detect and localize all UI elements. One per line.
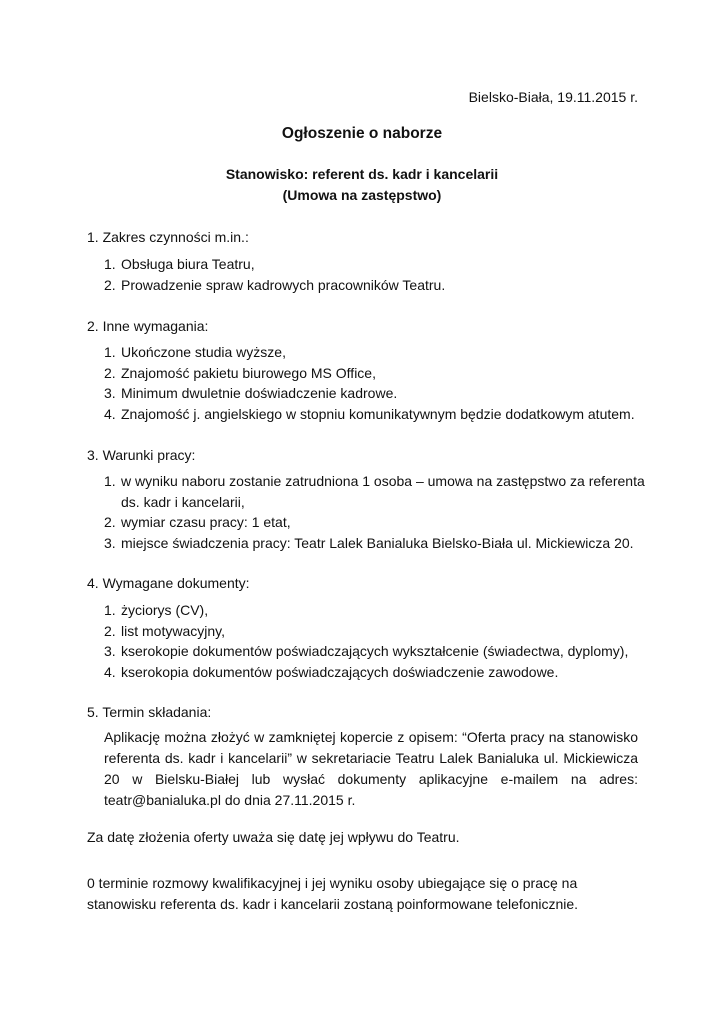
list-item	[104, 276, 445, 294]
list-text: Znajomość pakietu biurowego MS Office,	[121, 365, 376, 381]
date-line: Bielsko-Biała, 19.11.2015 r.	[468, 89, 638, 105]
list-text: wymiar czasu pracy: 1 etat,	[121, 514, 291, 530]
list-text: życiorys (CV),	[121, 602, 209, 618]
list-number: 1.	[104, 256, 116, 272]
list-number: 4.	[104, 406, 116, 422]
contract-type: (Umowa na zastępstwo)	[282, 187, 442, 203]
list-item	[104, 343, 286, 361]
list-item	[104, 534, 634, 552]
list-number: 2.	[104, 514, 116, 530]
list-number: 3.	[104, 385, 116, 401]
list-text: kserokopie dokumentów poświadczających wykształcenie (świadectwa, dyplomy),	[121, 643, 629, 659]
submission-paragraph: Aplikację można złożyć w zamkniętej kopercie z opisem: “Oferta pracy na stanowisko referenta ds. kadr i kancelarii” w sekretariacie Teatru Lalek Banialuka ul. Mickiewicza 20 w Bielsku-Białej lub wysłać dokumenty aplikacyjne e-mailem na adres: teatr@banialuka.pl do dnia 27.11.2015 r.	[104, 729, 638, 808]
list-text: kserokopia dokumentów poświadczających doświadczenie zawodowe.	[121, 664, 559, 680]
list-item	[104, 642, 628, 660]
list-text: list motywacyjny,	[121, 623, 225, 639]
list-item	[104, 405, 635, 423]
section-4-heading: 4. Wymagane dokumenty:	[87, 575, 250, 591]
list-text: w wyniku naboru zostanie zatrudniona 1 osoba – umowa na zastępstwo za referenta	[121, 473, 645, 489]
list-text: ds. kadr i kancelarii,	[121, 494, 245, 510]
list-text: Minimum dwuletnie doświadczenie kadrowe.	[121, 385, 398, 401]
list-number: 1.	[104, 473, 116, 489]
submission-date-note: Za datę złożenia oferty uważa się datę jej wpływu do Teatru.	[87, 829, 460, 845]
list-item	[104, 663, 558, 681]
interview-note: 0 terminie rozmowy kwalifikacyjnej i jej wyniku osoby ubiegające się o pracę na stanowisku referenta ds. kadr i kancelarii zostaną poinformowane telefonicznie.	[87, 875, 579, 912]
list-text: Znajomość j. angielskiego w stopniu komunikatywnym będzie dodatkowym atutem.	[121, 406, 635, 422]
list-number: 2.	[104, 365, 116, 381]
list-number: 1.	[104, 344, 116, 360]
page-title: Ogłoszenie o naborze	[281, 125, 443, 142]
section-1-heading: 1. Zakres czynności m.in.:	[87, 229, 249, 245]
list-number: 4.	[104, 664, 116, 680]
list-item	[104, 601, 208, 619]
list-item	[104, 384, 397, 402]
list-number: 2.	[104, 623, 116, 639]
list-number: 3.	[104, 535, 116, 551]
list-text: Obsługa biura Teatru,	[121, 256, 255, 272]
section-3-heading: 3. Warunki pracy:	[87, 447, 196, 463]
list-item-continuation	[121, 493, 245, 511]
list-number: 2.	[104, 277, 116, 293]
list-number: 3.	[104, 643, 116, 659]
position-title: Stanowisko: referent ds. kadr i kancelarii	[225, 166, 499, 182]
list-number: 1.	[104, 602, 116, 618]
section-2-heading: 2. Inne wymagania:	[87, 318, 209, 334]
list-item	[104, 513, 291, 531]
list-item	[104, 255, 255, 273]
list-item	[104, 622, 225, 640]
list-text: Ukończone studia wyższe,	[121, 344, 286, 360]
list-text: Prowadzenie spraw kadrowych pracowników Teatru.	[121, 277, 446, 293]
list-text: miejsce świadczenia pracy: Teatr Lalek Banialuka Bielsko-Biała ul. Mickiewicza 20.	[121, 535, 634, 551]
list-item	[104, 472, 645, 490]
section-5-heading: 5. Termin składania:	[87, 704, 212, 720]
list-item	[104, 364, 376, 382]
